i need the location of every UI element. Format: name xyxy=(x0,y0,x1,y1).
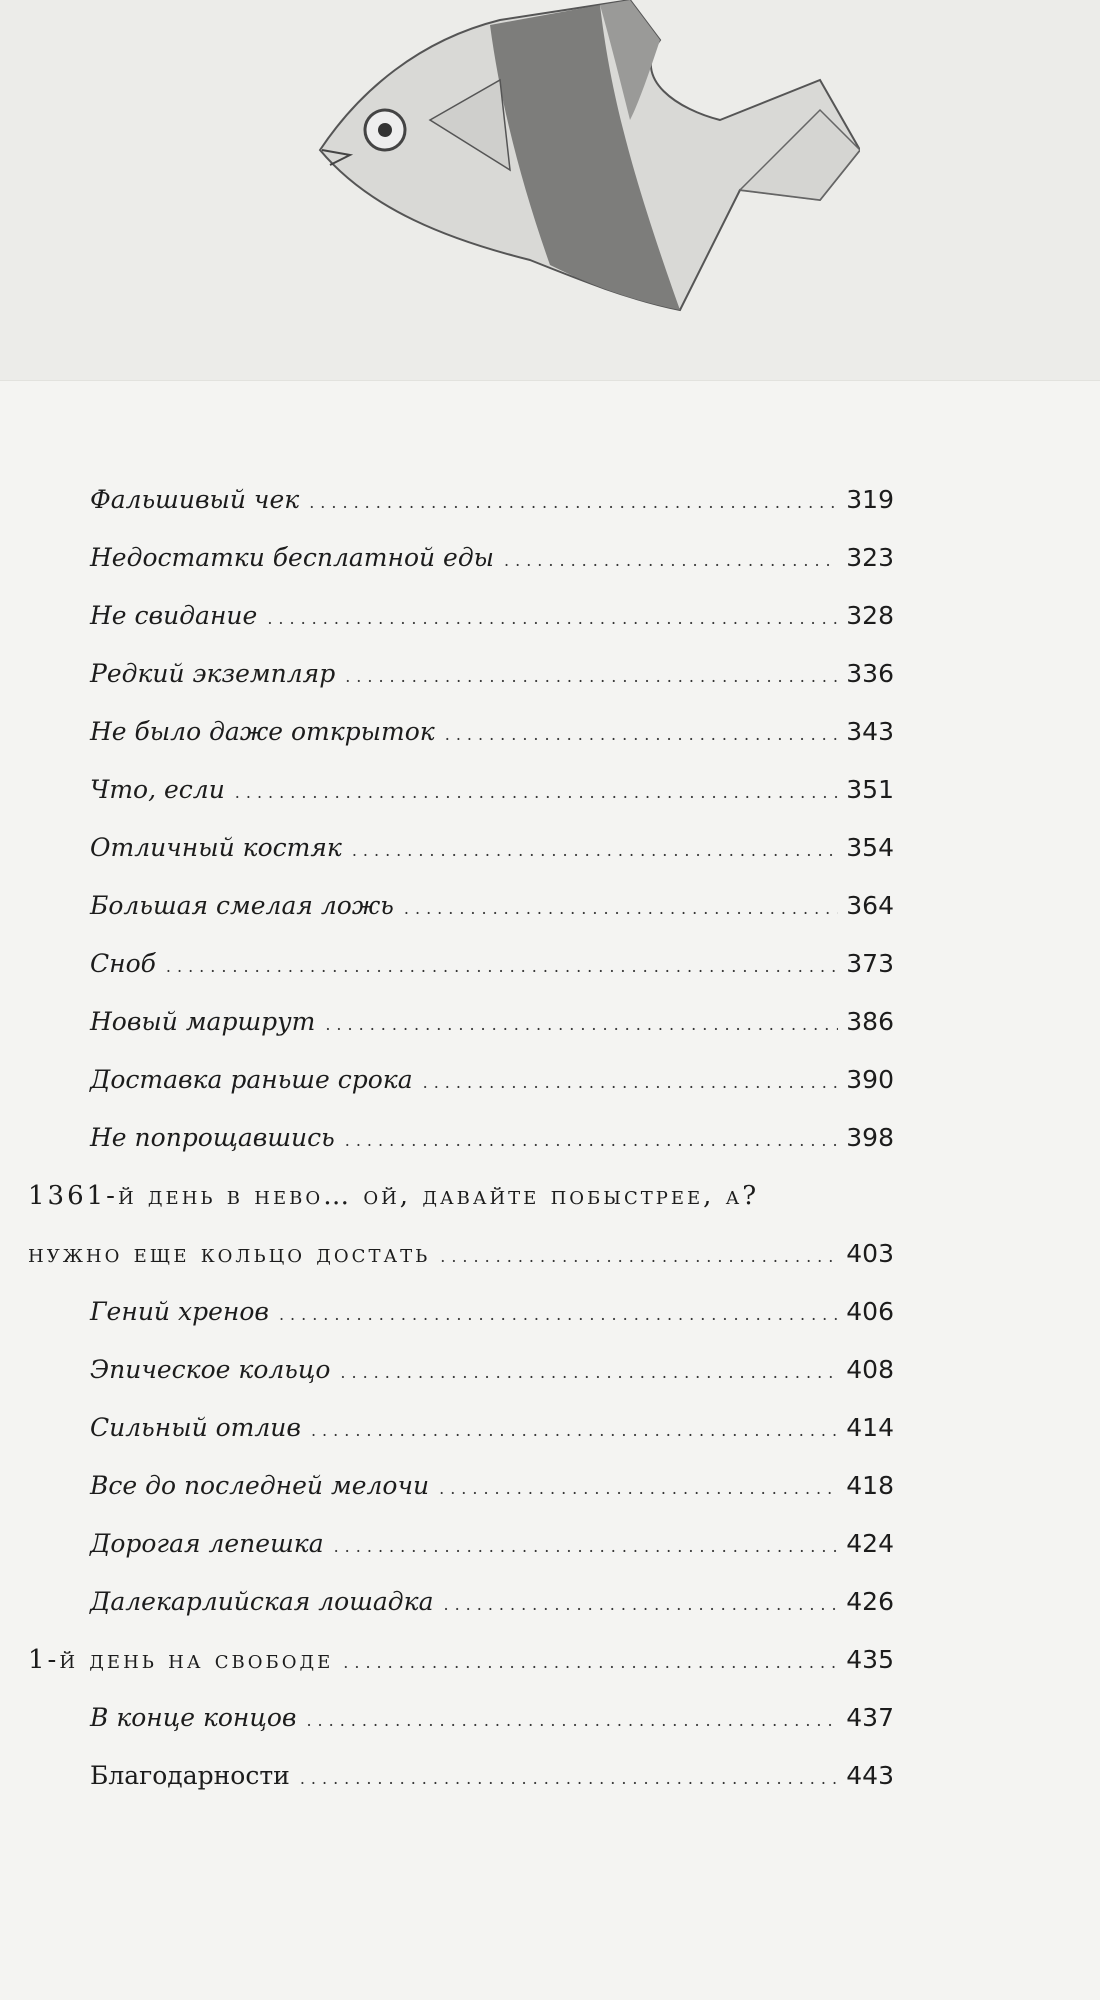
toc-chapter-entry xyxy=(90,1350,894,1390)
toc-entry-title: Не было даже открыток xyxy=(90,717,435,746)
toc-entry-title: нужно еще кольцо достать xyxy=(28,1239,431,1269)
toc-part-entry xyxy=(28,1176,894,1216)
toc-page-number: 424 xyxy=(846,1529,894,1558)
dot-leader xyxy=(439,1469,838,1509)
dot-leader xyxy=(279,1295,838,1335)
dot-leader xyxy=(504,541,838,581)
toc-entry-title: Все до последней мелочи xyxy=(90,1471,430,1500)
toc-chapter-entry xyxy=(90,1408,894,1448)
toc-page-number: 328 xyxy=(846,601,894,630)
toc-entry-title: Сильный отлив xyxy=(90,1413,301,1442)
toc-chapter-entry xyxy=(90,1524,894,1564)
toc-chapter-entry xyxy=(90,944,894,984)
dot-leader xyxy=(325,1005,838,1045)
toc-page-number: 354 xyxy=(846,833,894,862)
fish-illustration xyxy=(0,0,1100,381)
toc-chapter-entry xyxy=(90,1466,894,1506)
toc-page-number: 408 xyxy=(846,1355,894,1384)
toc-entry-title: Благодарности xyxy=(90,1761,290,1790)
toc-page-number: 351 xyxy=(846,775,894,804)
toc-chapter-entry xyxy=(90,1698,894,1738)
toc-chapter-entry xyxy=(90,712,894,752)
toc-entry-title: Что, если xyxy=(90,775,225,804)
toc-entry-title: 1-й день на свободе xyxy=(28,1645,334,1675)
toc-page-number: 373 xyxy=(846,949,894,978)
dot-leader xyxy=(311,1411,838,1451)
toc-chapter-entry xyxy=(90,1292,894,1332)
dot-leader xyxy=(235,773,838,813)
toc-page-number: 323 xyxy=(846,543,894,572)
toc-chapter-entry xyxy=(90,538,894,578)
dot-leader xyxy=(345,1121,839,1161)
toc-entry-title: Редкий экземпляр xyxy=(90,659,336,688)
toc-page-number: 398 xyxy=(846,1123,894,1152)
toc-part-entry xyxy=(28,1640,894,1680)
toc-entry-title: Доставка раньше срока xyxy=(90,1065,413,1094)
toc-page-number: 403 xyxy=(846,1239,894,1268)
toc-chapter-entry xyxy=(90,1118,894,1158)
toc-page-number: 406 xyxy=(846,1297,894,1326)
dot-leader xyxy=(423,1063,839,1103)
toc-chapter-entry xyxy=(90,480,894,520)
dot-leader xyxy=(334,1527,839,1567)
toc-entry-title: Эпическое кольцо xyxy=(90,1355,331,1384)
toc-chapter-entry xyxy=(90,1582,894,1622)
dot-leader xyxy=(404,889,838,929)
toc-chapter-entry xyxy=(90,596,894,636)
toc-page-number: 319 xyxy=(846,485,894,514)
toc-chapter-entry xyxy=(90,1756,894,1796)
toc-page-number: 437 xyxy=(846,1703,894,1732)
fish-icon xyxy=(300,0,860,360)
dot-leader xyxy=(343,1643,838,1683)
toc-entry-title: Фальшивый чек xyxy=(90,485,300,514)
dot-leader xyxy=(267,599,838,639)
toc-part-entry xyxy=(28,1234,894,1274)
toc-chapter-entry xyxy=(90,828,894,868)
toc-page-number: 343 xyxy=(846,717,894,746)
dot-leader xyxy=(445,715,839,755)
toc-page-number: 418 xyxy=(846,1471,894,1500)
dot-leader xyxy=(440,1237,838,1277)
toc-page-number: 443 xyxy=(846,1761,894,1790)
toc-page-number: 435 xyxy=(846,1645,894,1674)
toc-entry-title: 1361-й день в нево… ой, давайте побыстрее, а? xyxy=(28,1181,760,1211)
toc-entry-title: Сноб xyxy=(90,949,156,978)
toc-page-number: 336 xyxy=(846,659,894,688)
dot-leader xyxy=(309,483,838,523)
dot-leader xyxy=(443,1585,838,1625)
dot-leader xyxy=(345,657,838,697)
toc-page-number: 414 xyxy=(846,1413,894,1442)
toc-page-number: 386 xyxy=(846,1007,894,1036)
dot-leader xyxy=(300,1759,838,1799)
toc-chapter-entry xyxy=(90,654,894,694)
toc-page-number: 390 xyxy=(846,1065,894,1094)
dot-leader xyxy=(306,1701,838,1741)
toc-entry-title: Дорогая лепешка xyxy=(90,1529,324,1558)
toc-chapter-entry xyxy=(90,1002,894,1042)
toc-entry-title: Не попрощавшись xyxy=(90,1123,335,1152)
toc-chapter-entry xyxy=(90,1060,894,1100)
dot-leader xyxy=(352,831,838,871)
toc-entry-title: Далекарлийская лошадка xyxy=(90,1587,434,1616)
dot-leader xyxy=(166,947,838,987)
dot-leader xyxy=(340,1353,838,1393)
toc-page-number: 426 xyxy=(846,1587,894,1616)
toc-entry-title: Гений хренов xyxy=(90,1297,269,1326)
toc-entry-title: Не свидание xyxy=(90,601,258,630)
toc-page-number: 364 xyxy=(846,891,894,920)
toc-entry-title: Новый маршрут xyxy=(90,1007,316,1036)
toc-entry-title: Отличный костяк xyxy=(90,833,342,862)
toc-entry-title: В конце концов xyxy=(90,1703,297,1732)
toc-entry-title: Недостатки бесплатной еды xyxy=(90,543,495,572)
toc-chapter-entry xyxy=(90,770,894,810)
toc-entry-title: Большая смелая ложь xyxy=(90,891,394,920)
toc-chapter-entry xyxy=(90,886,894,926)
